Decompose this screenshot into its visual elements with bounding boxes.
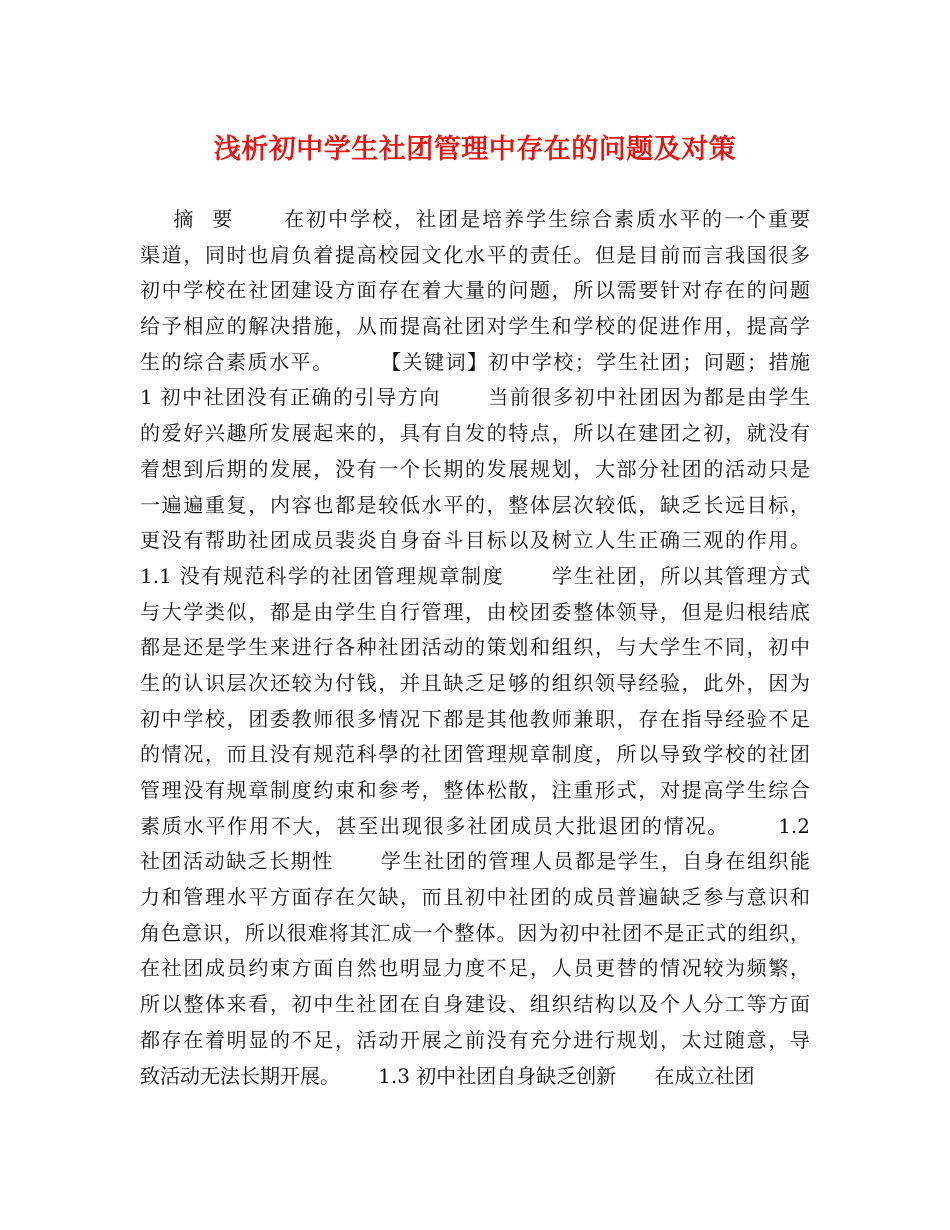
text-line: 生的综合素质水平。 【关键词】初中学校；学生社团；问题；措施 [140,349,810,374]
text-line: 的情况，而且没有规范科學的社团管理规章制度，所以导致学校的社团 [140,742,810,767]
text-line: 角色意识，所以很难将其汇成一个整体。因为初中社团不是正式的组织， [140,920,810,945]
text-line: 所以整体来看，初中生社团在自身建设、组织结构以及个人分工等方面 [140,992,810,1017]
text-line: 初中学校在社团建设方面存在着大量的问题，所以需要针对存在的问题 [140,278,810,303]
text-line: 更没有帮助社团成员裴炎自身奋斗目标以及树立人生正确三观的作用。 [140,528,810,553]
text-line: 的爱好兴趣所发展起来的，具有自发的特点，所以在建团之初，就没有 [140,421,810,446]
text-line: 初中学校，团委教师很多情况下都是其他教师兼职，存在指导经验不足 [140,706,810,731]
text-line: 给予相应的解决措施，从而提高社团对学生和学校的促进作用，提高学 [140,314,810,339]
text-line: 都存在着明显的不足，活动开展之前没有充分进行规划，太过随意，导 [140,1027,810,1052]
text-line: 社团活动缺乏长期性 学生社团的管理人员都是学生，自身在组织能 [140,849,810,874]
text-line: 着想到后期的发展，没有一个长期的发展规划，大部分社团的活动只是 [140,456,810,481]
text-line: 致活动无法长期开展。 1.3 初中社团自身缺乏创新 在成立社团 [140,1063,755,1088]
text-line: 力和管理水平方面存在欠缺，而且初中社团的成员普遍缺乏参与意识和 [140,885,810,910]
text-line: 在社团成员约束方面自然也明显力度不足，人员更替的情况较为频繁， [140,956,810,981]
text-line: 都是还是学生来进行各种社团活动的策划和组织，与大学生不同，初中 [140,635,810,660]
page-title: 浅析初中学生社团管理中存在的问题及对策 [213,134,737,165]
text-line: 素质水平作用不大，甚至出现很多社团成员大批退团的情况。 1.2 [140,813,810,838]
text-line: 摘 要 在初中学校，社团是培养学生综合素质水平的一个重要 [140,207,810,231]
text-line: 与大学类似，都是由学生自行管理，由校团委整体领导，但是归根结底 [140,599,810,624]
article-body [140,202,810,1094]
text-line: 管理没有规章制度约束和参考，整体松散，注重形式，对提高学生综合 [140,778,810,802]
text-line: 1 初中社团没有正确的引导方向 当前很多初中社团因为都是由学生 [140,385,810,410]
text-line: 1.1 没有规范科学的社团管理规章制度 学生社团，所以其管理方式 [140,563,810,588]
text-line: 渠道，同时也肩负着提高校园文化水平的责任。但是目前而言我国很多 [140,242,810,267]
text-line: 一遍遍重复，内容也都是较低水平的，整体层次较低，缺乏长远目标， [140,492,810,517]
text-line: 生的认识层次还较为付钱，并且缺乏足够的组织领导经验，此外，因为 [140,670,810,695]
